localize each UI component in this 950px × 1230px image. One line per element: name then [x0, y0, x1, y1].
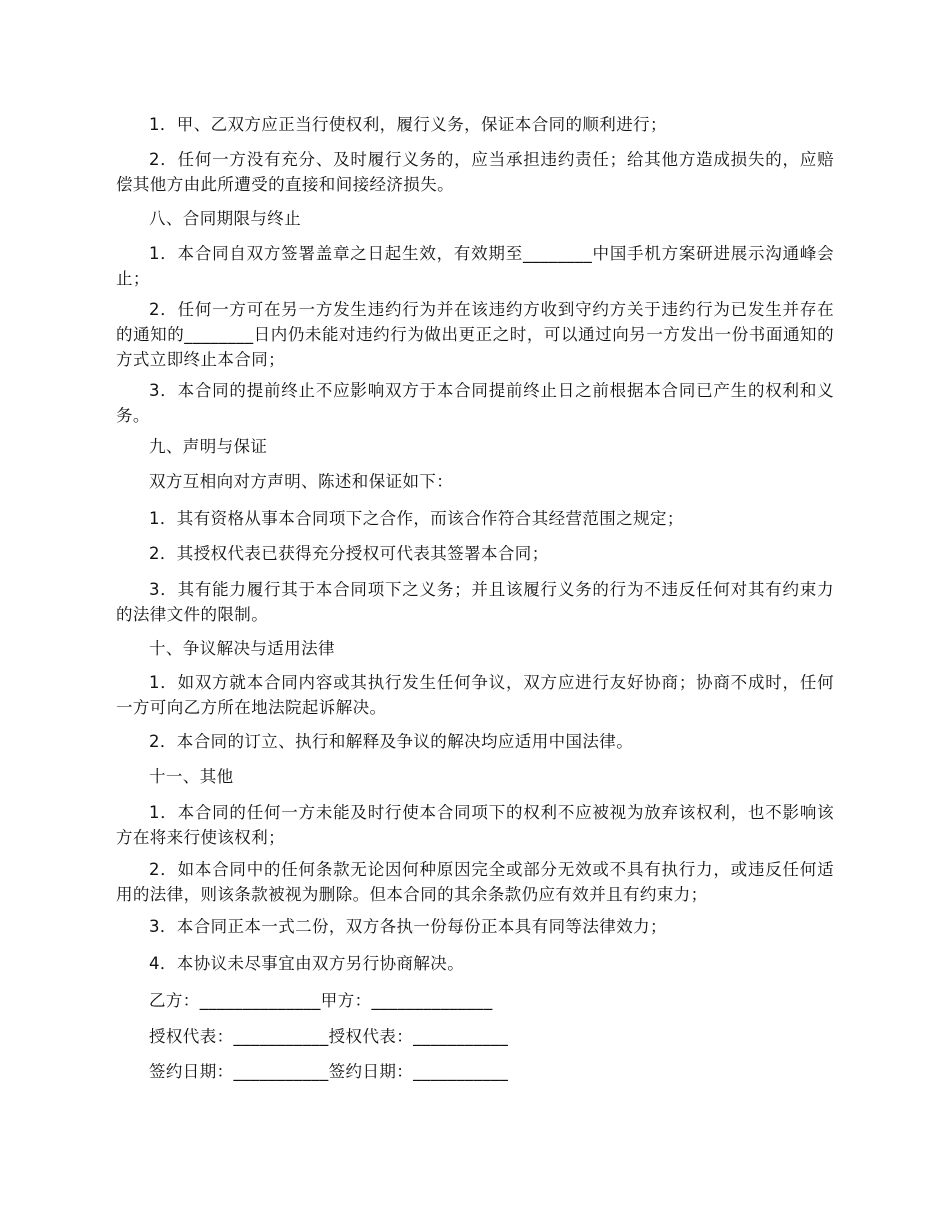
section-heading-11: 十一、其他 — [149, 767, 234, 786]
clause-7-1: 1．甲、乙双方应正当行使权利，履行义务，保证本合同的顺利进行； — [149, 115, 667, 134]
section-heading-8: 八、合同期限与终止 — [149, 209, 302, 228]
signature-party-line: 乙方：______________甲方：______________ — [149, 991, 493, 1010]
clause-11-3: 3．本合同正本一式二份，双方各执一份每份正本具有同等法律效力； — [149, 917, 667, 936]
clause-8-1: 1．本合同自双方签署盖章之日起生效，有效期至________中国手机方案研进展示沟通峰会止； — [116, 244, 834, 288]
section-heading-9: 九、声明与保证 — [149, 437, 268, 456]
clause-8-3: 3．本合同的提前终止不应影响双方于本合同提前终止日之前根据本合同已产生的权利和义务。 — [116, 381, 834, 425]
clause-11-2: 2．如本合同中的任何条款无论因何种原因完全或部分无效或不具有执行力，或违反任何适用的法律，则该条款被视为删除。但本合同的其余条款仍应有效并且有约束力； — [116, 860, 834, 904]
section-heading-10: 十、争议解决与适用法律 — [149, 639, 335, 658]
clause-10-2: 2．本合同的订立、执行和解释及争议的解决均应适用中国法律。 — [149, 732, 634, 751]
clause-11-4: 4．本协议未尽事宜由双方另行协商解决。 — [149, 954, 465, 973]
clause-11-1: 1．本合同的任何一方未能及时行使本合同项下的权利不应被视为放弃该权利，也不影响该方在将来行使该权利； — [116, 803, 834, 847]
signature-date-line: 签约日期：___________签约日期：___________ — [149, 1062, 509, 1081]
clause-9-2: 2．其授权代表已获得充分授权可代表其签署本合同； — [149, 544, 549, 563]
clause-9-intro: 双方互相向对方声明、陈述和保证如下： — [149, 472, 454, 491]
clause-8-2: 2．任何一方可在另一方发生违约行为并在该违约方收到守约方关于违约行为已发生并存在的通知的________日内仍未能对违约行为做出更正之时，可以通过向另一方发出一份书面通知的方式立即终止本合同； — [116, 300, 834, 369]
clause-9-3: 3．其有能力履行其于本合同项下之义务；并且该履行义务的行为不违反任何对其有约束力的法律文件的限制。 — [116, 580, 834, 624]
clause-9-1: 1．其有资格从事本合同项下之合作，而该合作符合其经营范围之规定； — [149, 509, 684, 528]
signature-representative-line: 授权代表：___________授权代表：___________ — [149, 1027, 509, 1046]
clause-10-1: 1．如双方就本合同内容或其执行发生任何争议，双方应进行友好协商；协商不成时，任何一方可向乙方所在地法院起诉解决。 — [116, 673, 834, 717]
clause-7-2: 2．任何一方没有充分、及时履行义务的，应当承担违约责任；给其他方造成损失的，应赔偿其他方由此所遭受的直接和间接经济损失。 — [116, 150, 834, 194]
